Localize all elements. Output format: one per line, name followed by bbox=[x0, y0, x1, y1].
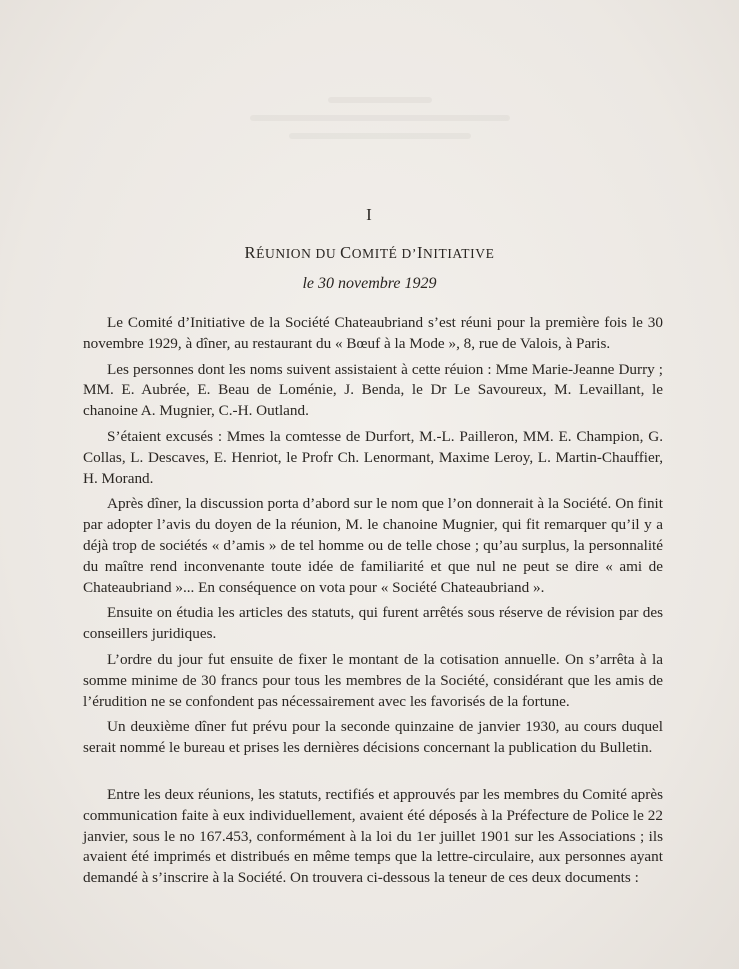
title-initial: I bbox=[416, 243, 424, 262]
title-smallcaps: ÉUNION DU bbox=[256, 246, 341, 261]
title-initial: R bbox=[244, 243, 257, 262]
paragraph: Entre les deux réunions, les statuts, rectifiés et approuvés par les membres du Comité après communication faite à eux individuellement, avaient été déposés à la Préfecture de Police le 22 janvier, sous le no 167.453, conformément à la loi du 1er juillet 1901 sur les Associations ; ils avaient été imprimés et distribués en même temps que la lettre-circulaire, aux personnes ayant demandé à s’inscrire à la Société. On trouvera ci-dessous la teneur de ces deux documents : bbox=[83, 785, 663, 887]
body-text bbox=[83, 313, 663, 894]
paragraph: Les personnes dont les noms suivent assistaient à cette réuion : Mme Marie-Jeanne Durry ; MM. E. Aubrée, E. Beau de Loménie, J. Benda, le Dr Le Savoureux, M. Levaillant, le chanoine A. Mugnier, C.-H. Outland. bbox=[83, 360, 663, 420]
title-smallcaps: NITIATIVE bbox=[423, 246, 495, 261]
paragraph: Le Comité d’Initiative de la Société Chateaubriand s’est réuni pour la première fois le 30 novembre 1929, à dîner, au restaurant du « Bœuf à la Mode », 8, rue de Valois, à Paris. bbox=[83, 314, 663, 352]
chapter-title bbox=[0, 243, 739, 263]
paragraph: L’ordre du jour fut ensuite de fixer le montant de la cotisation annuelle. On s’arrêta à la somme minime de 30 francs pour tous les membres de la Société, considérant que les amis de l’érudition ne se confondent pas nécessairement avec les favorisés de la fortune. bbox=[83, 650, 663, 710]
paragraph: S’étaient excusés : Mmes la comtesse de Durfort, M.-L. Pailleron, MM. E. Champion, G. Collas, L. Descaves, E. Henriot, le Profr Ch. Lenormant, Maxime Leroy, L. Martin-Chauffier, H. Morand. bbox=[83, 427, 663, 487]
meeting-date: le 30 novembre 1929 bbox=[302, 275, 437, 292]
paragraph: Ensuite on étudia les articles des statuts, qui furent arrêtés sous réserve de révision par des conseillers juridiques. bbox=[83, 604, 663, 643]
chapter-number: I bbox=[366, 205, 373, 224]
bleed-through-text bbox=[250, 85, 510, 155]
paragraph: Un deuxième dîner fut prévu pour la seconde quinzaine de janvier 1930, au cours duquel serait nommé le bureau et prises les dernières décisions concernant la publication du Bulletin. bbox=[83, 718, 663, 757]
title-initial: C bbox=[340, 243, 352, 262]
paragraph: Après dîner, la discussion porta d’abord sur le nom que l’on donnerait à la Société. On finit par adopter l’avis du doyen de la réunion, M. le chanoine Mugnier, qui fit remarquer qu’il y a déjà trop de sociétés « d’amis » de tel homme ou de telle chose ; qu’au surplus, la personnalité du maître rend inconvenante toute idée de familiarité et que nul ne peut se dire « ami de Chateaubriand »... En conséquence on vota pour « Société Chateaubriand ». bbox=[83, 495, 663, 596]
title-smallcaps: OMITÉ D’ bbox=[351, 246, 417, 261]
